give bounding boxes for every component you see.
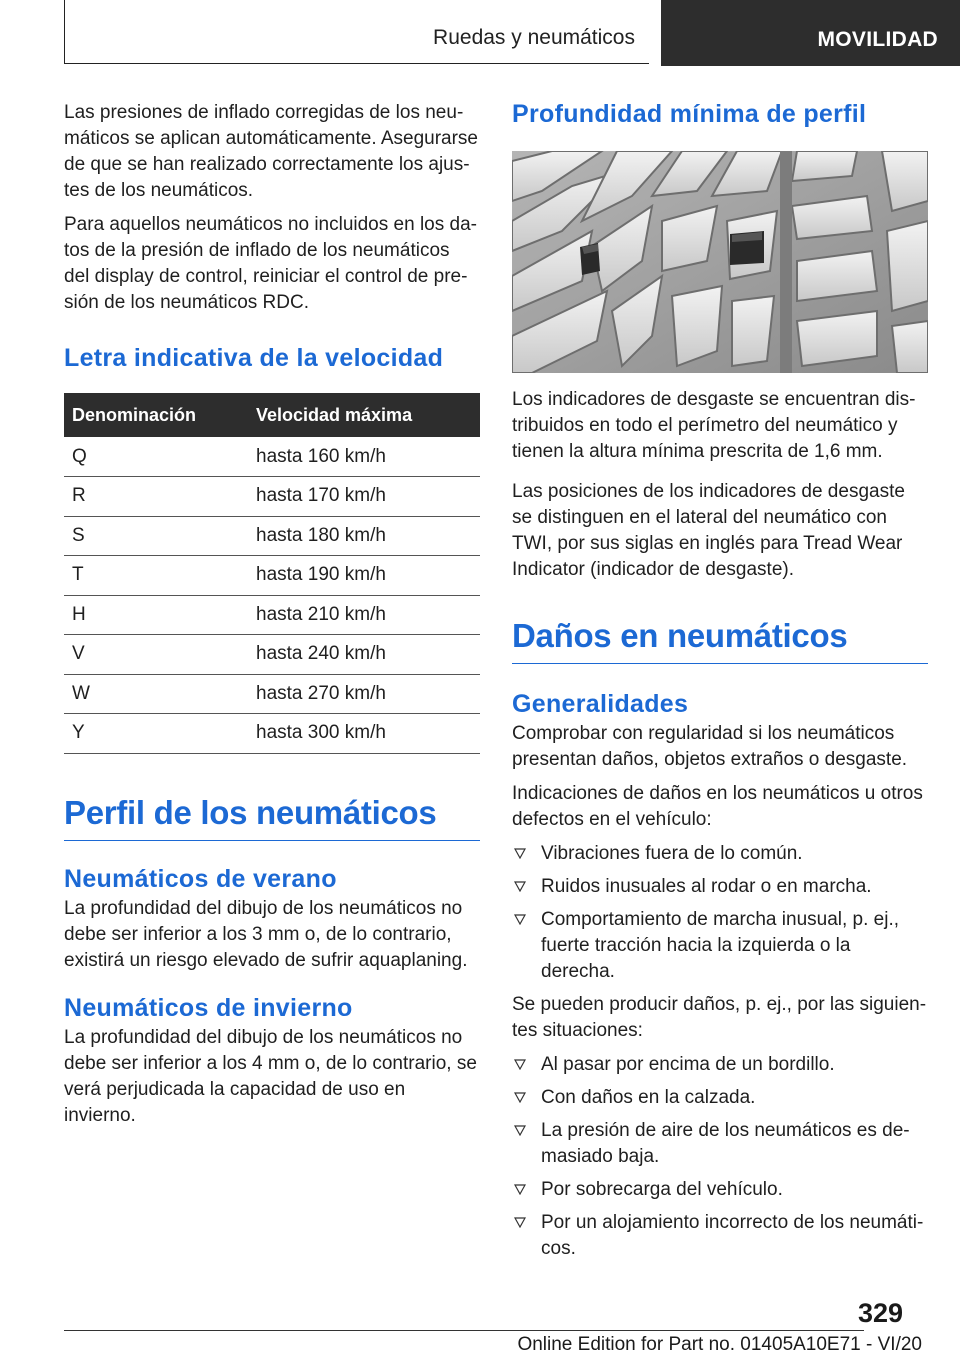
triangle-bullet-icon: [514, 1217, 526, 1228]
list-item-text: Comportamiento de marcha inusual, p. ej., fuerte tracción hacia la izquierda o la derecha.: [541, 909, 900, 982]
table-cell-letter: W: [64, 674, 248, 714]
min-depth-paragraph-2: Las posiciones de los indicadores de desgaste se distinguen en el lateral del neumático con TWI, por sus siglas en inglés para Tread Wear Indicator (indicador de desgaste).: [512, 481, 905, 580]
table-cell-letter: V: [64, 635, 248, 675]
list-item-text: Por un alojamiento incorrecto de los neumáticos.: [541, 1212, 924, 1259]
table-cell-letter: T: [64, 556, 248, 596]
triangle-bullet-icon: [514, 881, 526, 892]
defect-indications-list: [512, 841, 928, 985]
list-item: [512, 874, 928, 900]
list-item: [512, 1052, 928, 1078]
triangle-bullet-icon: [514, 1125, 526, 1136]
table-cell-speed: hasta 160 km/h: [248, 437, 480, 477]
table-cell-speed: hasta 300 km/h: [248, 714, 480, 754]
table-cell-letter: R: [64, 477, 248, 517]
table-cell-speed: hasta 170 km/h: [248, 477, 480, 517]
footer-rule: [64, 1330, 864, 1331]
table-cell-speed: hasta 190 km/h: [248, 556, 480, 596]
list-item-text: Por sobrecarga del vehículo.: [541, 1179, 783, 1200]
table-cell-speed: hasta 270 km/h: [248, 674, 480, 714]
list-item-text: Al pasar por encima de un bordillo.: [541, 1054, 835, 1075]
summer-tires-text: La profundidad del dibujo de los neumáticos no debe ser inferior a los 3 mm o, de lo contrario, existirá un riesgo elevado de sufrir aquaplaning.: [64, 897, 468, 971]
damage-causes-list: [512, 1052, 928, 1262]
intro-paragraph-1: Las presiones de inflado corregidas de los neumáticos se aplican automáticamente. Asegurarse de que se han realizado correctamente los ajustes de los neumáticos.: [64, 102, 478, 201]
table-row: [64, 556, 480, 596]
list-item: [512, 841, 928, 867]
header-rule-bottom: [64, 63, 649, 64]
list-item-text: Con daños en la calzada.: [541, 1087, 756, 1108]
list-item: [512, 1118, 928, 1170]
table-cell-letter: S: [64, 516, 248, 556]
min-depth-paragraph-1: Los indicadores de desgaste se encuentran distribuidos en todo el perímetro del neumático y tienen la altura mínima prescrita de 1,6 mm.: [512, 389, 916, 462]
table-header-row: [64, 393, 480, 437]
speed-table: [64, 393, 480, 754]
page-number: 329: [858, 1298, 904, 1328]
table-cell-speed: hasta 180 km/h: [248, 516, 480, 556]
general-paragraph-2: Indicaciones de daños en los neumáticos u otros defectos en el vehículo:: [512, 783, 923, 830]
triangle-bullet-icon: [514, 848, 526, 859]
speed-letter-heading: Letra indicativa de la velocidad: [64, 344, 444, 372]
triangle-bullet-icon: [514, 1059, 526, 1070]
table-header-velocidad: Velocidad máxima: [248, 393, 480, 437]
table-cell-speed: hasta 240 km/h: [248, 635, 480, 675]
table-row: [64, 477, 480, 517]
table-cell-speed: hasta 210 km/h: [248, 595, 480, 635]
right-column: [512, 100, 928, 1269]
min-depth-heading: Profundidad mínima de perfil: [512, 100, 867, 128]
damage-causes-paragraph: Se pueden producir daños, p. ej., por las siguientes situaciones:: [512, 994, 927, 1041]
table-cell-letter: H: [64, 595, 248, 635]
winter-tires-text: La profundidad del dibujo de los neumáticos no debe ser inferior a los 4 mm o, de lo contrario, se verá perjudicada la capacidad de uso en invierno.: [64, 1026, 477, 1126]
left-column: [64, 100, 480, 1137]
list-item-text: Ruidos inusuales al rodar o en marcha.: [541, 876, 872, 897]
list-item-text: La presión de aire de los neumáticos es demasiado baja.: [541, 1120, 910, 1167]
intro-paragraph-2: Para aquellos neumáticos no incluidos en los datos de la presión de inflado de los neumáticos del display de control, reiniciar el control de presión de los neumáticos RDC.: [64, 214, 477, 313]
table-row: [64, 635, 480, 675]
general-heading: Generalidades: [512, 690, 689, 718]
table-row: [64, 437, 480, 477]
table-row: [64, 516, 480, 556]
list-item: [512, 1210, 928, 1262]
list-item: [512, 907, 928, 985]
tread-wear-indicator-image: [512, 151, 928, 373]
footer-edition: Online Edition for Part no. 01405A10E71 - VI/20: [517, 1334, 922, 1355]
tire-damage-heading: Daños en neumáticos: [512, 617, 848, 654]
table-header-denominacion: Denominación: [64, 393, 248, 437]
general-paragraph-1: Comprobar con regularidad si los neumáticos presentan daños, objetos extraños o desgaste.: [512, 723, 908, 770]
triangle-bullet-icon: [514, 914, 526, 925]
table-row: [64, 714, 480, 754]
summer-tires-heading: Neumáticos de verano: [64, 864, 337, 893]
table-row: [64, 674, 480, 714]
tire-damage-rule: [512, 663, 928, 664]
winter-tires-heading: Neumáticos de invierno: [64, 993, 353, 1022]
list-item: [512, 1177, 928, 1203]
list-item-text: Vibraciones fuera de lo común.: [541, 843, 803, 864]
triangle-bullet-icon: [514, 1092, 526, 1103]
table-row: [64, 595, 480, 635]
header-section-title: Ruedas y neumáticos: [433, 26, 635, 49]
table-cell-letter: Q: [64, 437, 248, 477]
list-item: [512, 1085, 928, 1111]
table-cell-letter: Y: [64, 714, 248, 754]
tire-profile-heading: Perfil de los neumáticos: [64, 793, 437, 831]
triangle-bullet-icon: [514, 1184, 526, 1195]
tire-profile-rule: [64, 840, 480, 841]
header-chapter-title: MOVILIDAD: [817, 28, 938, 51]
